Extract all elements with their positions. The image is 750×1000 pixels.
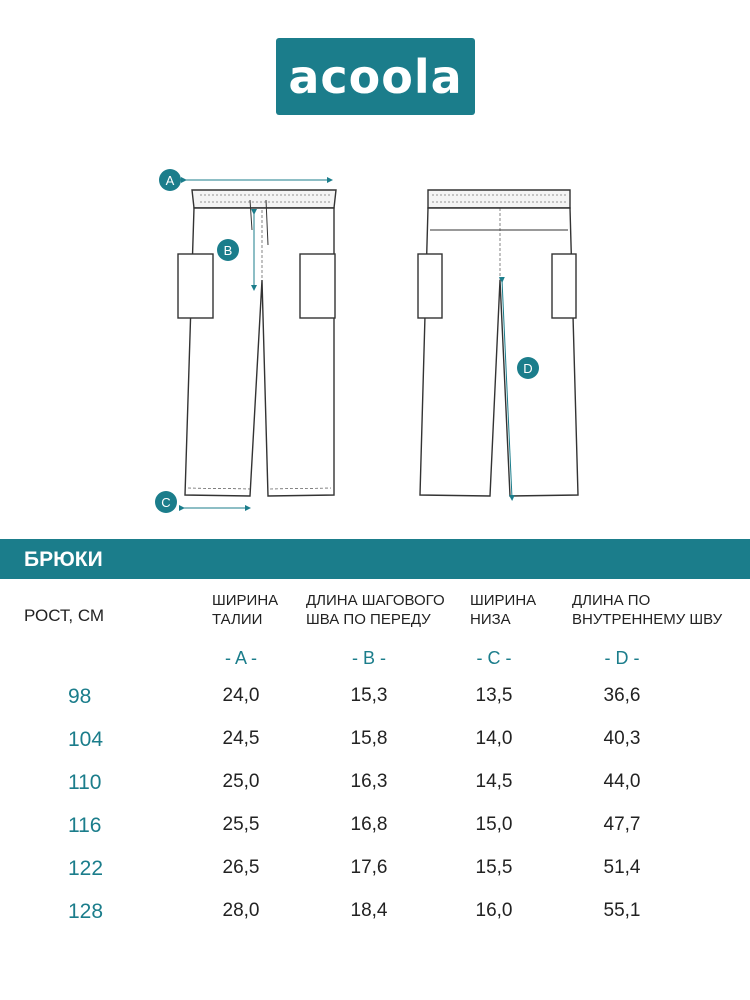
marker-b	[217, 239, 239, 261]
table-row	[0, 685, 750, 725]
measurement-value: 16,8	[350, 814, 388, 835]
brand-logo	[276, 38, 475, 115]
measurement-value: 26,5	[222, 857, 260, 878]
measurement-value: 16,0	[475, 900, 513, 921]
measurement-value: 14,0	[475, 728, 513, 749]
measurement-value: 15,0	[475, 814, 513, 835]
measurement-value: 51,4	[603, 857, 641, 878]
marker-c	[155, 491, 177, 513]
section-banner	[0, 539, 750, 579]
measurement-value: 18,4	[350, 900, 388, 921]
header-hem-width: ШИРИНА НИЗА	[470, 592, 537, 628]
pants-front-view	[178, 190, 336, 496]
section-title: БРЮКИ	[24, 548, 103, 571]
measurement-value: 40,3	[603, 728, 641, 749]
measurement-value: 16,3	[350, 771, 388, 792]
header-front-rise: ДЛИНА ШАГОВОГО ШВА ПО ПЕРЕДУ	[306, 592, 445, 628]
measurement-value: 36,6	[603, 685, 641, 706]
size-value: 116	[68, 814, 102, 837]
header-waist-width: ШИРИНА ТАЛИИ	[212, 592, 279, 628]
measurement-value: 47,7	[603, 814, 641, 835]
measurement-value: 13,5	[475, 685, 513, 706]
size-value: 122	[68, 857, 104, 880]
svg-text:D: D	[523, 361, 533, 376]
table-row	[0, 728, 750, 768]
measurement-value: 15,8	[350, 728, 388, 749]
measurement-value: 15,5	[475, 857, 513, 878]
table-row	[0, 857, 750, 897]
svg-text:C: C	[161, 495, 171, 510]
measurement-value: 24,5	[222, 728, 260, 749]
svg-text:B: B	[223, 243, 233, 258]
size-value: 110	[68, 771, 102, 794]
letter-a: - A -	[224, 648, 257, 668]
measurement-value: 15,3	[350, 685, 388, 706]
header-inseam-length: ДЛИНА ПО ВНУТРЕННЕМУ ШВУ	[572, 592, 723, 628]
table-row	[0, 900, 750, 940]
table-row	[0, 771, 750, 811]
measurement-value: 24,0	[222, 685, 260, 706]
measurement-value: 14,5	[475, 771, 513, 792]
size-value: 98	[68, 685, 92, 708]
letter-c: - C -	[476, 648, 512, 668]
measurement-value: 55,1	[603, 900, 641, 921]
measurement-value: 25,0	[222, 771, 260, 792]
marker-d	[517, 357, 539, 379]
letter-d: - D -	[604, 648, 640, 668]
size-value: 104	[68, 728, 104, 751]
measurement-value: 44,0	[603, 771, 641, 792]
svg-text:A: A	[165, 173, 175, 188]
measurement-value: 25,5	[222, 814, 260, 835]
measurement-value: 28,0	[222, 900, 260, 921]
pants-technical-drawing	[0, 150, 750, 530]
pants-back-view	[418, 190, 578, 496]
size-value: 128	[68, 900, 104, 923]
letter-b: - B -	[352, 648, 386, 668]
size-header: РОСТ, СМ	[24, 606, 105, 625]
measurement-value: 17,6	[350, 857, 388, 878]
brand-logo-text: acoola	[288, 49, 463, 104]
table-row	[0, 814, 750, 854]
marker-a	[159, 169, 181, 191]
